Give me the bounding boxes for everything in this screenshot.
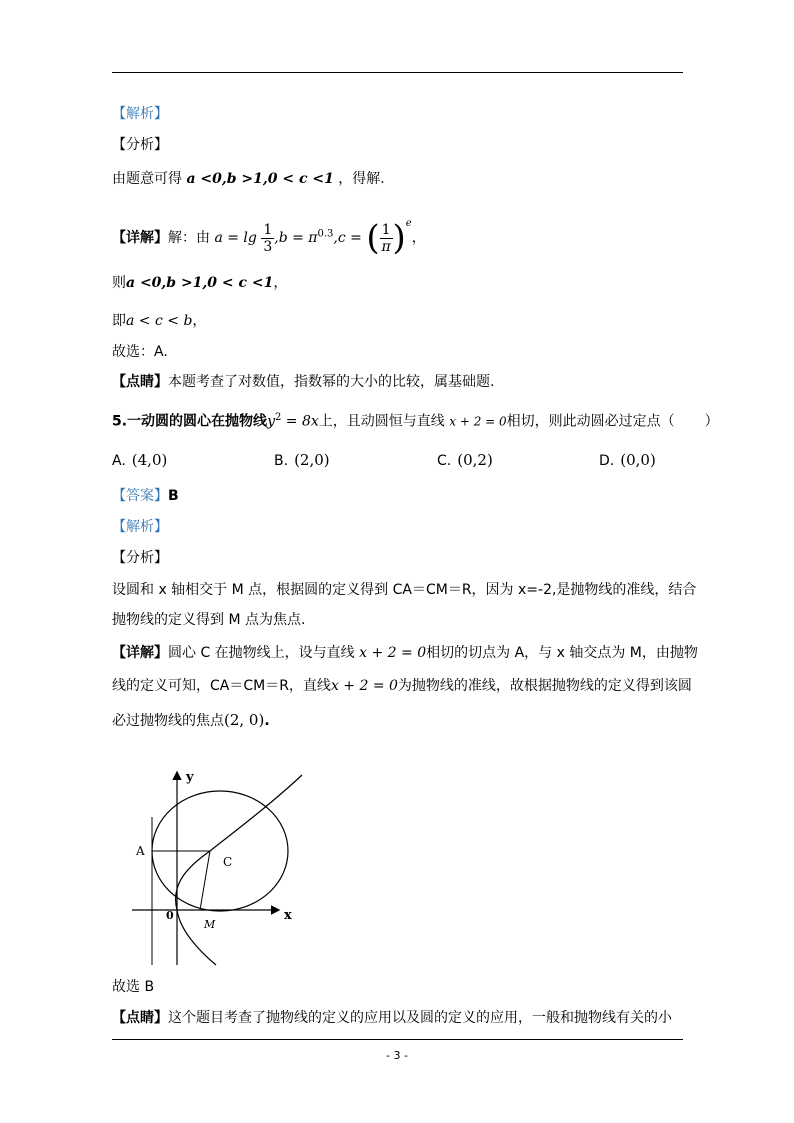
- q5-answer: [112, 486, 179, 506]
- q5-detail-l2-a: 线的定义可知，CA＝CM＝R，直线: [112, 678, 331, 694]
- option-a-value: (4,0): [131, 451, 168, 469]
- q5-stem: [112, 408, 719, 432]
- q5-detail-line2: [112, 676, 692, 696]
- q5-stem-y-exp: 2: [274, 412, 282, 423]
- q5-choice: 故选 B: [112, 979, 155, 995]
- frac1-num: 1: [263, 221, 273, 238]
- option-b-label: B.: [274, 453, 289, 469]
- q4-dianjing: [112, 372, 494, 392]
- option-c: [437, 451, 493, 469]
- q5-stem-y: y: [267, 413, 275, 430]
- q4-detail-a: a = lg: [214, 230, 257, 246]
- q4-then-math: a <0,b >1,0 < c <1: [126, 275, 274, 291]
- label-m: M: [204, 918, 216, 931]
- q4-choice: 故选：A.: [112, 344, 168, 360]
- tag-xiangjie-q5: 【详解】: [112, 645, 168, 661]
- frac1-den: 3: [263, 238, 273, 255]
- q4-fenxi-math: a <0,b >1,0 < c <1: [186, 171, 334, 187]
- q5-detail-l1-b: 相切的切点为 A，与 x 轴交点为 M，由抛物: [426, 645, 698, 661]
- q4-ji-post: ，: [192, 313, 207, 329]
- q4-frac-one-pi: [380, 222, 393, 255]
- q4-frac-one-third: [261, 222, 274, 255]
- header-rule: [112, 72, 683, 73]
- tag-dianjing-q4: 【点睛】: [112, 374, 168, 390]
- q5-detail-l2-b: 为抛物线的准线，故根据抛物线的定义得到该圆: [397, 678, 692, 694]
- q4-then: [112, 273, 287, 293]
- tag-dianjing-q5: 【点睛】: [112, 1010, 168, 1026]
- q4-detail-c-exp: e: [405, 218, 412, 229]
- label-c: C: [223, 855, 233, 869]
- q4-then-pre: 则: [112, 275, 126, 291]
- tag-jiexi: 【解析】: [112, 106, 168, 122]
- q5-fenxi-line2: 抛物线的定义得到 M 点为焦点.: [112, 612, 306, 628]
- segment-cm: [200, 851, 210, 910]
- q5-stem-rest: = 8x: [281, 413, 319, 430]
- frac2-num: 1: [381, 221, 391, 238]
- tag-fenxi-q5: 【分析】: [112, 550, 168, 566]
- frac2-den: π: [381, 238, 391, 255]
- q5-dianjing-text: 这个题目考查了抛物线的定义的应用以及圆的定义的应用，一般和抛物线有关的小: [168, 1010, 672, 1026]
- q5-detail-l1-a: 圆心 C 在抛物线上，设与直线: [168, 645, 355, 661]
- left-paren: (: [366, 218, 380, 258]
- q5-stem-close: ）: [704, 413, 719, 430]
- option-a-label: A.: [112, 453, 126, 469]
- q4-fenxi: [112, 169, 385, 189]
- option-d-value: (0,0): [620, 451, 656, 469]
- q5-stem-line: x + 2 = 0: [449, 414, 507, 429]
- option-a: [112, 451, 167, 469]
- tag-fenxi: 【分析】: [112, 137, 168, 153]
- q4-detail-end: ，: [411, 230, 426, 246]
- q5-stem-mid: 上，且动圆恒与直线: [318, 413, 445, 430]
- q4-ji-math: a < c < b: [126, 313, 193, 329]
- option-c-label: C.: [437, 453, 452, 469]
- q5-fenxi-line1: 设圆和 x 轴相交于 M 点，根据圆的定义得到 CA＝CM＝R，因为 x=-2,是抛物线的准线，结合: [112, 582, 697, 598]
- q4-detail: [112, 214, 426, 258]
- q4-fenxi-post: ，得解.: [338, 171, 385, 187]
- option-d: [599, 451, 656, 469]
- q5-dianjing: [112, 1008, 672, 1028]
- option-d-label: D.: [599, 453, 615, 469]
- q4-detail-pre: 解：由: [168, 230, 210, 246]
- parabola-circle-figure: [120, 765, 310, 970]
- option-b-value: (2,0): [294, 451, 330, 469]
- option-b: [274, 451, 330, 469]
- right-paren: ): [392, 218, 406, 258]
- label-x: x: [284, 908, 292, 923]
- q5-detail-l3-b: .: [264, 713, 270, 729]
- q5-detail-l2-m: x + 2 = 0: [330, 678, 398, 694]
- label-y: y: [186, 770, 194, 785]
- label-o: 0: [166, 909, 174, 922]
- q4-then-post: ，: [273, 275, 288, 291]
- q4-detail-c: ,c =: [333, 230, 362, 246]
- q5-detail-l3-m: (2, 0): [224, 711, 265, 729]
- parabola-curve: [176, 775, 302, 965]
- tag-xiangjie: 【详解】: [112, 230, 168, 246]
- q5-detail-l1-m: x + 2 = 0: [359, 645, 427, 661]
- q4-dianjing-text: 本题考查了对数值，指数幂的大小的比较，属基础题.: [168, 374, 495, 390]
- footer-rule: [112, 1039, 683, 1040]
- q5-detail-line3: [112, 710, 270, 731]
- q4-ji-pre: 即: [112, 313, 126, 329]
- q4-fenxi-pre: 由题意可得: [112, 171, 182, 187]
- label-a: A: [136, 844, 145, 858]
- page-number: - 3 -: [386, 1049, 408, 1062]
- q4-ji: [112, 311, 206, 331]
- q4-detail-b-exp: 0.3: [317, 228, 334, 240]
- option-c-value: (0,2): [457, 451, 493, 469]
- tag-jiexi-q5: 【解析】: [112, 519, 168, 535]
- tag-daan: 【答案】: [112, 488, 168, 504]
- q5-detail-l3-a: 必过抛物线的焦点: [112, 713, 224, 729]
- q5-stem-post: 相切，则此动圆必过定点（: [506, 413, 675, 430]
- q5-answer-value: B: [168, 488, 179, 504]
- q5-detail-line1: [112, 643, 698, 663]
- q4-detail-b: ,b = π: [274, 230, 318, 246]
- q5-stem-pre: 5.一动圆的圆心在抛物线: [112, 413, 268, 430]
